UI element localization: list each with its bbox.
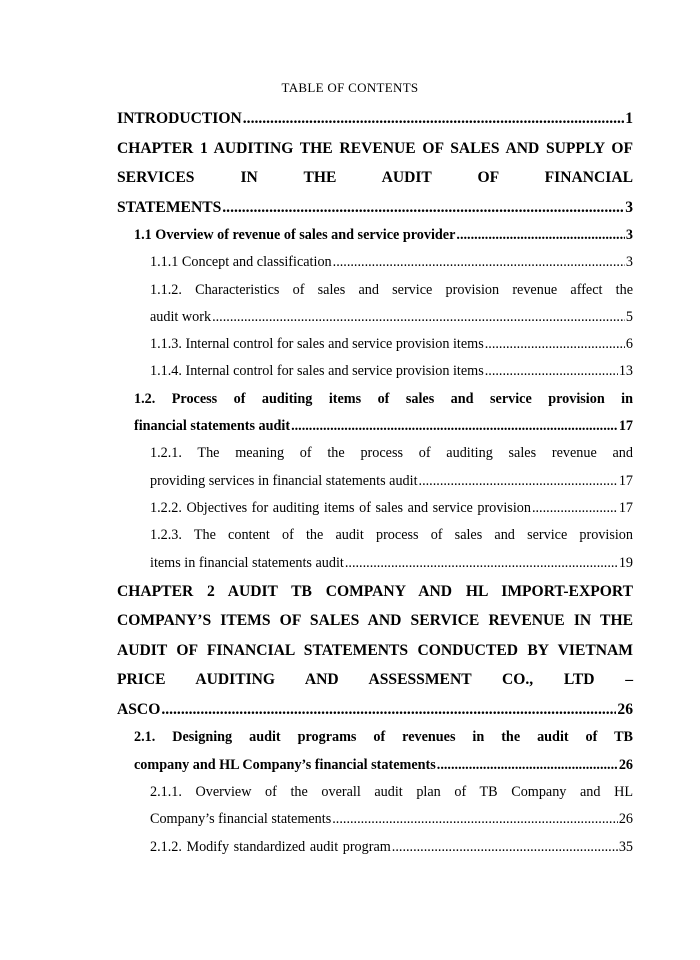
toc-title: TABLE OF CONTENTS xyxy=(281,80,419,95)
toc-entry-text: 1.2. Process of auditing items of sales and service provision in xyxy=(134,390,633,407)
dot-leader xyxy=(485,358,618,385)
toc-entry-1-2-3[interactable] xyxy=(150,522,633,577)
toc-entry-text: 1.2.3. The content of the audit process of sales and service provision xyxy=(150,527,633,544)
toc-entry-text: CHAPTER 1 AUDITING THE REVENUE OF SALES AND SUPPLY OF SERVICES IN THE AUDIT OF FINANCIAL xyxy=(117,139,633,186)
dot-leader xyxy=(345,550,618,577)
dot-leader xyxy=(392,834,618,861)
toc-page-number: 5 xyxy=(625,308,633,325)
toc-entry-text: 2.1.1. Overview of the overall audit plan of TB Company and HL xyxy=(150,783,633,800)
toc-entry-introduction[interactable] xyxy=(117,104,633,134)
toc-entry-2-1-2[interactable] xyxy=(150,834,633,861)
toc-entry-text: INTRODUCTION xyxy=(117,110,242,127)
toc-entry-text: 1.1.4. Internal control for sales and service provision items xyxy=(150,363,484,380)
toc-entry-text: 1.2.2. Objectives for auditing items of sales and service provision xyxy=(150,499,531,516)
toc-entry-1-1-3[interactable] xyxy=(150,331,633,358)
toc-page-number: 17 xyxy=(618,499,633,516)
toc-entry-text-end: company and HL Company’s financial statements xyxy=(134,756,436,773)
toc-page-number: 19 xyxy=(618,554,633,571)
toc-entry-text: CHAPTER 2 AUDIT TB COMPANY AND HL IMPORT-EXPORT COMPANY’S ITEMS OF SALES AND SERVICE REVENUE IN THE AUDIT OF FINANCIAL STATEMENTS CONDUCTED BY VIETNAM PRICE AUDITING AND ASSESSMENT CO., LTD – xyxy=(117,582,633,689)
toc-entry-text: 1.1 Overview of revenue of sales and service provider xyxy=(134,227,456,243)
toc-entry-text: 1.1.2. Characteristics of sales and service provision revenue affect the xyxy=(150,281,633,298)
dot-leader xyxy=(456,222,625,249)
toc-page-number: 26 xyxy=(618,756,633,773)
dot-leader xyxy=(332,806,618,833)
dot-leader xyxy=(485,331,625,358)
toc-entry-text: 2.1. Designing audit programs of revenues in the audit of TB xyxy=(134,729,633,746)
toc-entry-text: 1.2.1. The meaning of the process of auditing sales revenue and xyxy=(150,445,633,462)
toc-entry-text-end: Company’s financial statements xyxy=(150,811,332,828)
dot-leader xyxy=(437,752,618,779)
toc-page-number: 26 xyxy=(617,700,633,718)
toc-list xyxy=(117,104,633,861)
toc-entry-text: 1.1.1 Concept and classification xyxy=(150,254,332,271)
toc-page-number: 3 xyxy=(625,227,633,243)
dot-leader xyxy=(243,104,624,134)
toc-entry-1-2-2[interactable] xyxy=(150,495,633,522)
toc-page-number: 17 xyxy=(618,418,633,435)
toc-entry-1-1-2[interactable] xyxy=(150,277,633,332)
toc-entry-1-2[interactable] xyxy=(134,386,633,441)
dot-leader xyxy=(212,304,625,331)
toc-entry-1-1-4[interactable] xyxy=(150,358,633,385)
toc-page-number: 26 xyxy=(618,811,633,828)
toc-page-number: 1 xyxy=(625,110,633,127)
dot-leader xyxy=(419,468,618,495)
toc-entry-2-1-1[interactable] xyxy=(150,779,633,834)
toc-entry-text-end: items in financial statements audit xyxy=(150,554,344,571)
toc-entry-text: 2.1.2. Modify standardized audit program xyxy=(150,838,391,855)
toc-entry-2-1[interactable] xyxy=(134,724,633,779)
toc-page-number: 3 xyxy=(625,198,633,216)
toc-entry-text-end: STATEMENTS xyxy=(117,198,222,216)
toc-entry-chapter-2[interactable] xyxy=(117,577,633,725)
toc-page-number: 6 xyxy=(625,336,633,353)
toc-entry-text-end: audit work xyxy=(150,308,212,325)
toc-entry-text-end: ASCO xyxy=(117,700,161,718)
toc-page-number: 17 xyxy=(618,472,633,489)
toc-page-number: 13 xyxy=(618,363,633,380)
dot-leader xyxy=(532,495,618,522)
toc-entry-text-end: providing services in financial statements audit xyxy=(150,472,418,489)
toc-entry-text: 1.1.3. Internal control for sales and service provision items xyxy=(150,336,484,353)
toc-entry-text-end: financial statements audit xyxy=(134,418,291,435)
dot-leader xyxy=(222,193,624,223)
dot-leader xyxy=(333,249,625,276)
toc-entry-1-1-1[interactable] xyxy=(150,249,633,276)
toc-entry-1-2-1[interactable] xyxy=(150,440,633,495)
toc-page-number: 35 xyxy=(618,838,633,855)
toc-entry-1-1[interactable] xyxy=(134,222,633,249)
toc-page-number: 3 xyxy=(625,254,633,271)
dot-leader xyxy=(291,413,618,440)
toc-entry-chapter-1[interactable] xyxy=(117,134,633,223)
dot-leader xyxy=(161,695,616,725)
